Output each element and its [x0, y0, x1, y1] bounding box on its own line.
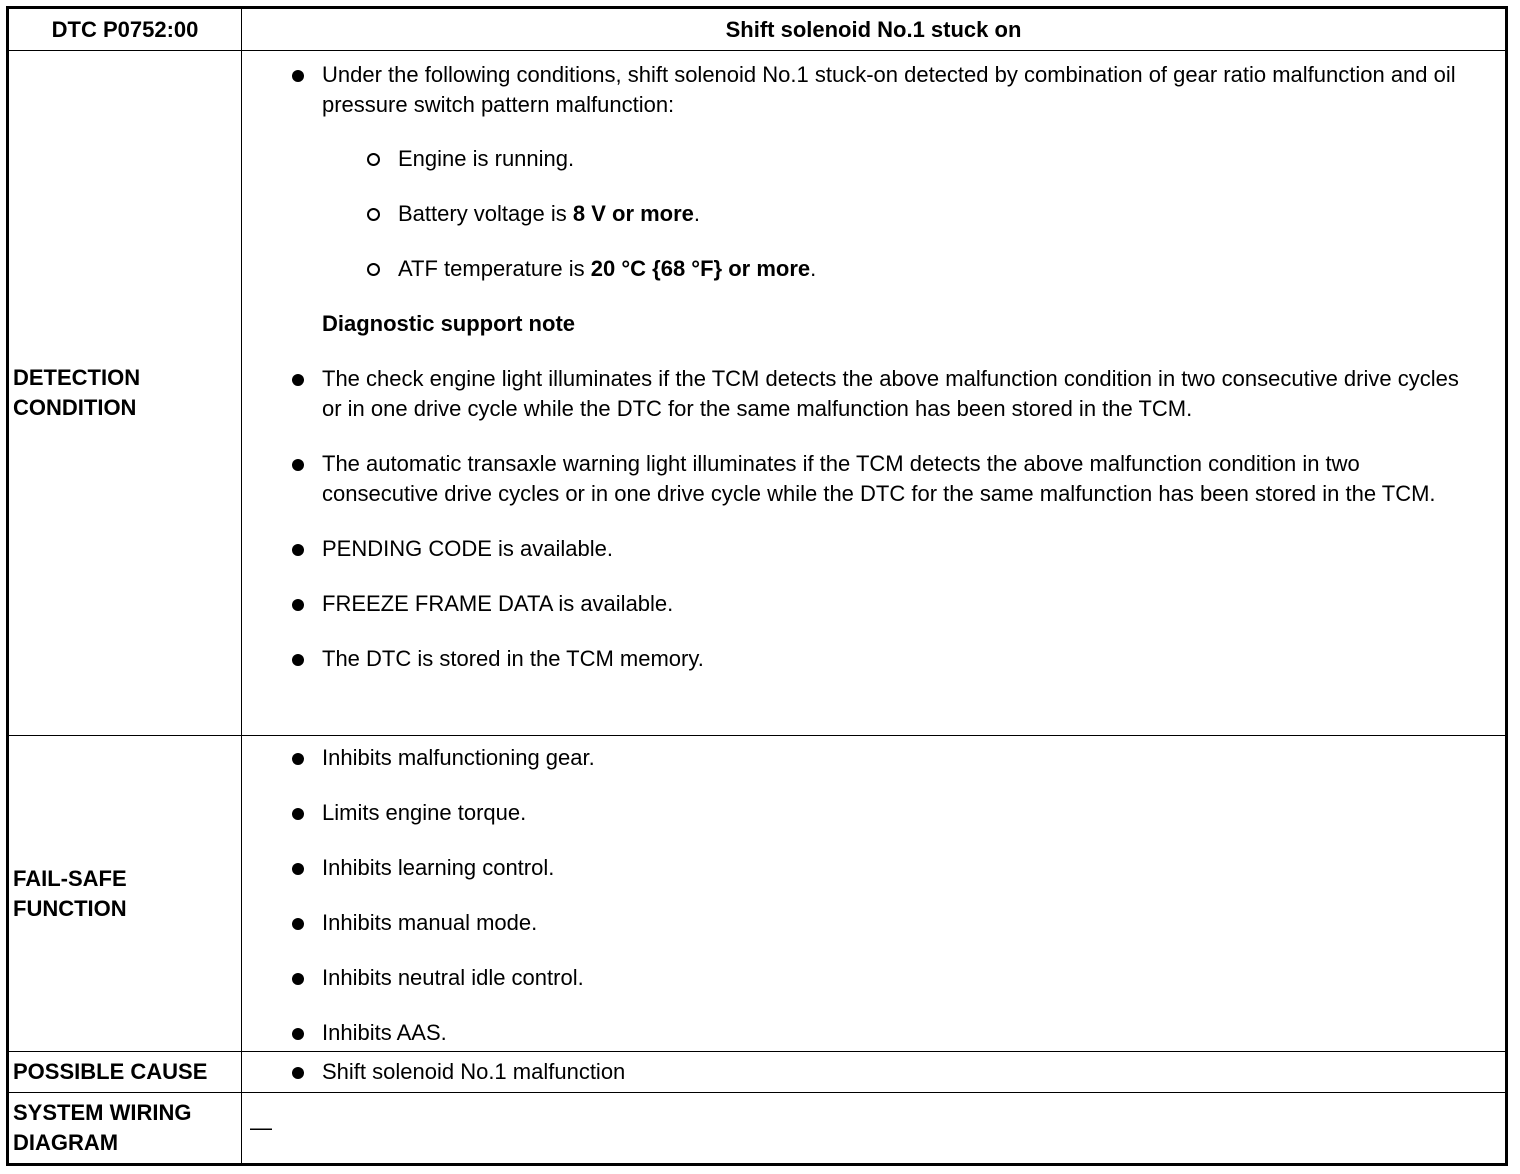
- cause-content: [242, 1052, 1507, 1093]
- wiring-label: SYSTEM WIRING DIAGRAM: [8, 1093, 242, 1165]
- note-item: PENDING CODE is available.: [242, 534, 1505, 564]
- bullet-icon: [292, 599, 304, 611]
- bullet-icon: [292, 70, 304, 82]
- circle-bullet-icon: [367, 153, 380, 166]
- condition-item: Engine is running.: [242, 144, 1505, 174]
- failsafe-label: FAIL-SAFE FUNCTION: [8, 736, 242, 1052]
- bullet-icon: [292, 374, 304, 386]
- note-item: The automatic transaxle warning light illuminates if the TCM detects the above malfunction condition in two consecutive drive cycles or in one drive cycle while the DTC for the same malfunction has been stored in the TCM.: [242, 449, 1505, 509]
- wiring-value: —: [242, 1093, 1507, 1165]
- failsafe-item: Inhibits manual mode.: [242, 908, 1505, 938]
- dtc-table: [6, 6, 1508, 1166]
- dtc-code: DTC P0752:00: [8, 8, 242, 51]
- bullet-icon: [292, 863, 304, 875]
- bullet-icon: [292, 918, 304, 930]
- failsafe-item: Inhibits AAS.: [242, 1018, 1505, 1048]
- bullet-icon: [292, 973, 304, 985]
- failsafe-item: Inhibits malfunctioning gear.: [242, 743, 1505, 773]
- bullet-icon: [292, 753, 304, 765]
- cause-row: [8, 1052, 1507, 1093]
- bullet-icon: [292, 544, 304, 556]
- bullet-icon: [292, 1028, 304, 1040]
- circle-bullet-icon: [367, 263, 380, 276]
- diagnostic-note-title: Diagnostic support note: [322, 311, 575, 336]
- bullet-icon: [292, 459, 304, 471]
- detection-row: [8, 51, 1507, 736]
- failsafe-content: [242, 736, 1507, 1052]
- detection-intro: Under the following conditions, shift solenoid No.1 stuck-on detected by combination of gear ratio malfunction and oil pressure switch pattern malfunction:: [242, 60, 1505, 120]
- failsafe-item: Inhibits learning control.: [242, 853, 1505, 883]
- header-row: [8, 8, 1507, 51]
- detection-label: DETECTION CONDITION: [8, 51, 242, 736]
- condition-item: ATF temperature is 20 °C {68 °F} or more.: [242, 254, 1505, 284]
- bullet-icon: [292, 808, 304, 820]
- dtc-title: Shift solenoid No.1 stuck on: [242, 8, 1507, 51]
- failsafe-row: [8, 736, 1507, 1052]
- bullet-icon: [292, 654, 304, 666]
- failsafe-item: Limits engine torque.: [242, 798, 1505, 828]
- failsafe-item: Inhibits neutral idle control.: [242, 963, 1505, 993]
- condition-item: Battery voltage is 8 V or more.: [242, 199, 1505, 229]
- bullet-icon: [292, 1067, 304, 1079]
- detection-content: [242, 51, 1507, 736]
- wiring-row: [8, 1093, 1507, 1165]
- note-item: The DTC is stored in the TCM memory.: [242, 644, 1505, 674]
- note-item: The check engine light illuminates if the TCM detects the above malfunction condition in two consecutive drive cycles or in one drive cycle while the DTC for the same malfunction has been stored in the TCM.: [242, 364, 1505, 424]
- circle-bullet-icon: [367, 208, 380, 221]
- cause-label: POSSIBLE CAUSE: [8, 1052, 242, 1093]
- note-item: FREEZE FRAME DATA is available.: [242, 589, 1505, 619]
- cause-item: Shift solenoid No.1 malfunction: [242, 1057, 1505, 1087]
